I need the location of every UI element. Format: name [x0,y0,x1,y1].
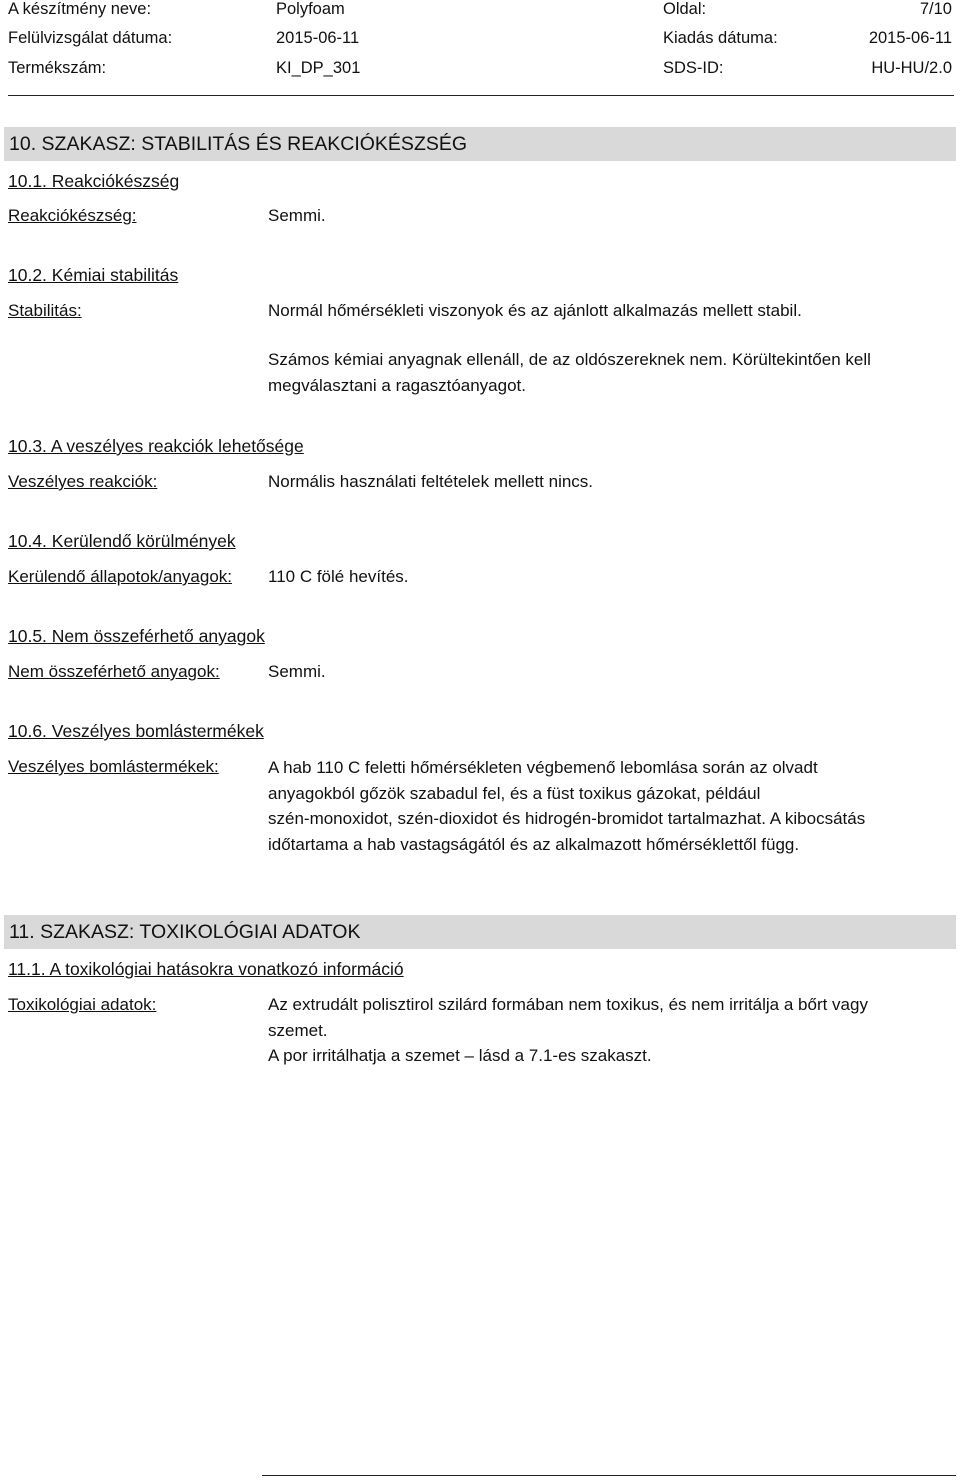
incompatible-materials-value: Semmi. [268,662,326,681]
subsection-10-4-heading: 10.4. Kerülendő körülmények [8,531,236,551]
toxicological-data-value [268,992,868,1069]
issue-date-label: Kiadás dátuma: [663,29,778,47]
header-row-ids [0,59,960,83]
product-name-value: Polyfoam [276,0,345,18]
sds-id-label: SDS-ID: [663,59,724,77]
subsection-10-5-heading: 10.5. Nem összeférhető anyagok [8,626,265,646]
decomposition-line: anyagokból gőzök szabadul fel, és a füst toxikus gázokat, például [268,783,761,803]
stability-value-2-line-1: Számos kémiai anyagnak ellenáll, de az oldószereknek nem. Körültekintően kell [268,350,871,369]
stability-value-1: Normál hőmérsékleti viszonyok és az ajánlott alkalmazás mellett stabil. [268,301,802,320]
decomposition-products-label: Veszélyes bomlástermékek: [8,757,219,776]
subsection-10-3-heading: 10.3. A veszélyes reakciók lehetősége [8,436,304,456]
decomposition-line: A hab 110 C feletti hőmérsékleten végbemenő lebomlása során az olvadt [268,758,818,777]
decomposition-line: szén-monoxidot, szén-dioxidot és hidrogén-bromidot tartalmazhat. A kibocsátás [268,809,866,828]
sds-id-value: HU-HU/2.0 [871,59,952,77]
decomposition-products-value [268,755,865,857]
revision-date-value: 2015-06-11 [276,29,360,47]
hazardous-reactions-label: Veszélyes reakciók: [8,472,158,491]
section-10-title-bar [4,127,956,161]
hazardous-reactions-value: Normális használati feltételek mellett nincs. [268,472,594,491]
stability-value-2-line-2: megválasztani a ragasztóanyagot. [268,376,526,395]
conditions-to-avoid-value: 110 C fölé hevítés. [268,567,409,586]
section-11-title-bar [4,915,956,949]
page-number: 7/10 [919,0,952,18]
toxicology-line: A por irritálhatja a szemet – lásd a 7.1-es szakaszt. [268,1046,652,1065]
incompatible-materials-label: Nem összeférhető anyagok: [8,662,220,681]
header-row-product [0,0,960,24]
page-label: Oldal: [663,0,707,18]
footer-divider [262,1475,956,1476]
header-row-dates [0,29,960,53]
decomposition-line: időtartama a hab vastagságától és az alkalmazott hőmérséklettől függ. [268,834,800,854]
toxicological-data-label: Toxikológiai adatok: [8,995,157,1014]
stability-label: Stabilitás: [8,301,82,320]
product-number-value: KI_DP_301 [276,59,361,77]
reactivity-label: Reakciókészség: [8,206,137,225]
product-name-label: A készítmény neve: [8,0,152,18]
subsection-11-1-heading: 11.1. A toxikológiai hatásokra vonatkozó információ [8,959,404,979]
issue-date-value: 2015-06-11 [868,29,952,47]
reactivity-value: Semmi. [268,206,326,225]
header-divider [8,95,954,96]
subsection-10-1-heading: 10.1. Reakciókészség [8,171,180,191]
subsection-10-6-heading: 10.6. Veszélyes bomlástermékek [8,721,264,741]
toxicology-line: szemet. [268,1020,328,1040]
section-11-title: 11. SZAKASZ: TOXIKOLÓGIAI ADATOK [9,921,361,943]
toxicology-line: Az extrudált polisztirol szilárd formában nem toxikus, és nem irritálja a bőrt vagy [268,995,868,1014]
revision-date-label: Felülvizsgálat dátuma: [8,29,173,47]
conditions-to-avoid-label: Kerülendő állapotok/anyagok: [8,567,232,586]
product-number-label: Termékszám: [8,59,107,77]
subsection-10-2-heading: 10.2. Kémiai stabilitás [8,265,179,285]
section-10-title: 10. SZAKASZ: STABILITÁS ÉS REAKCIÓKÉSZSÉG [9,133,468,155]
